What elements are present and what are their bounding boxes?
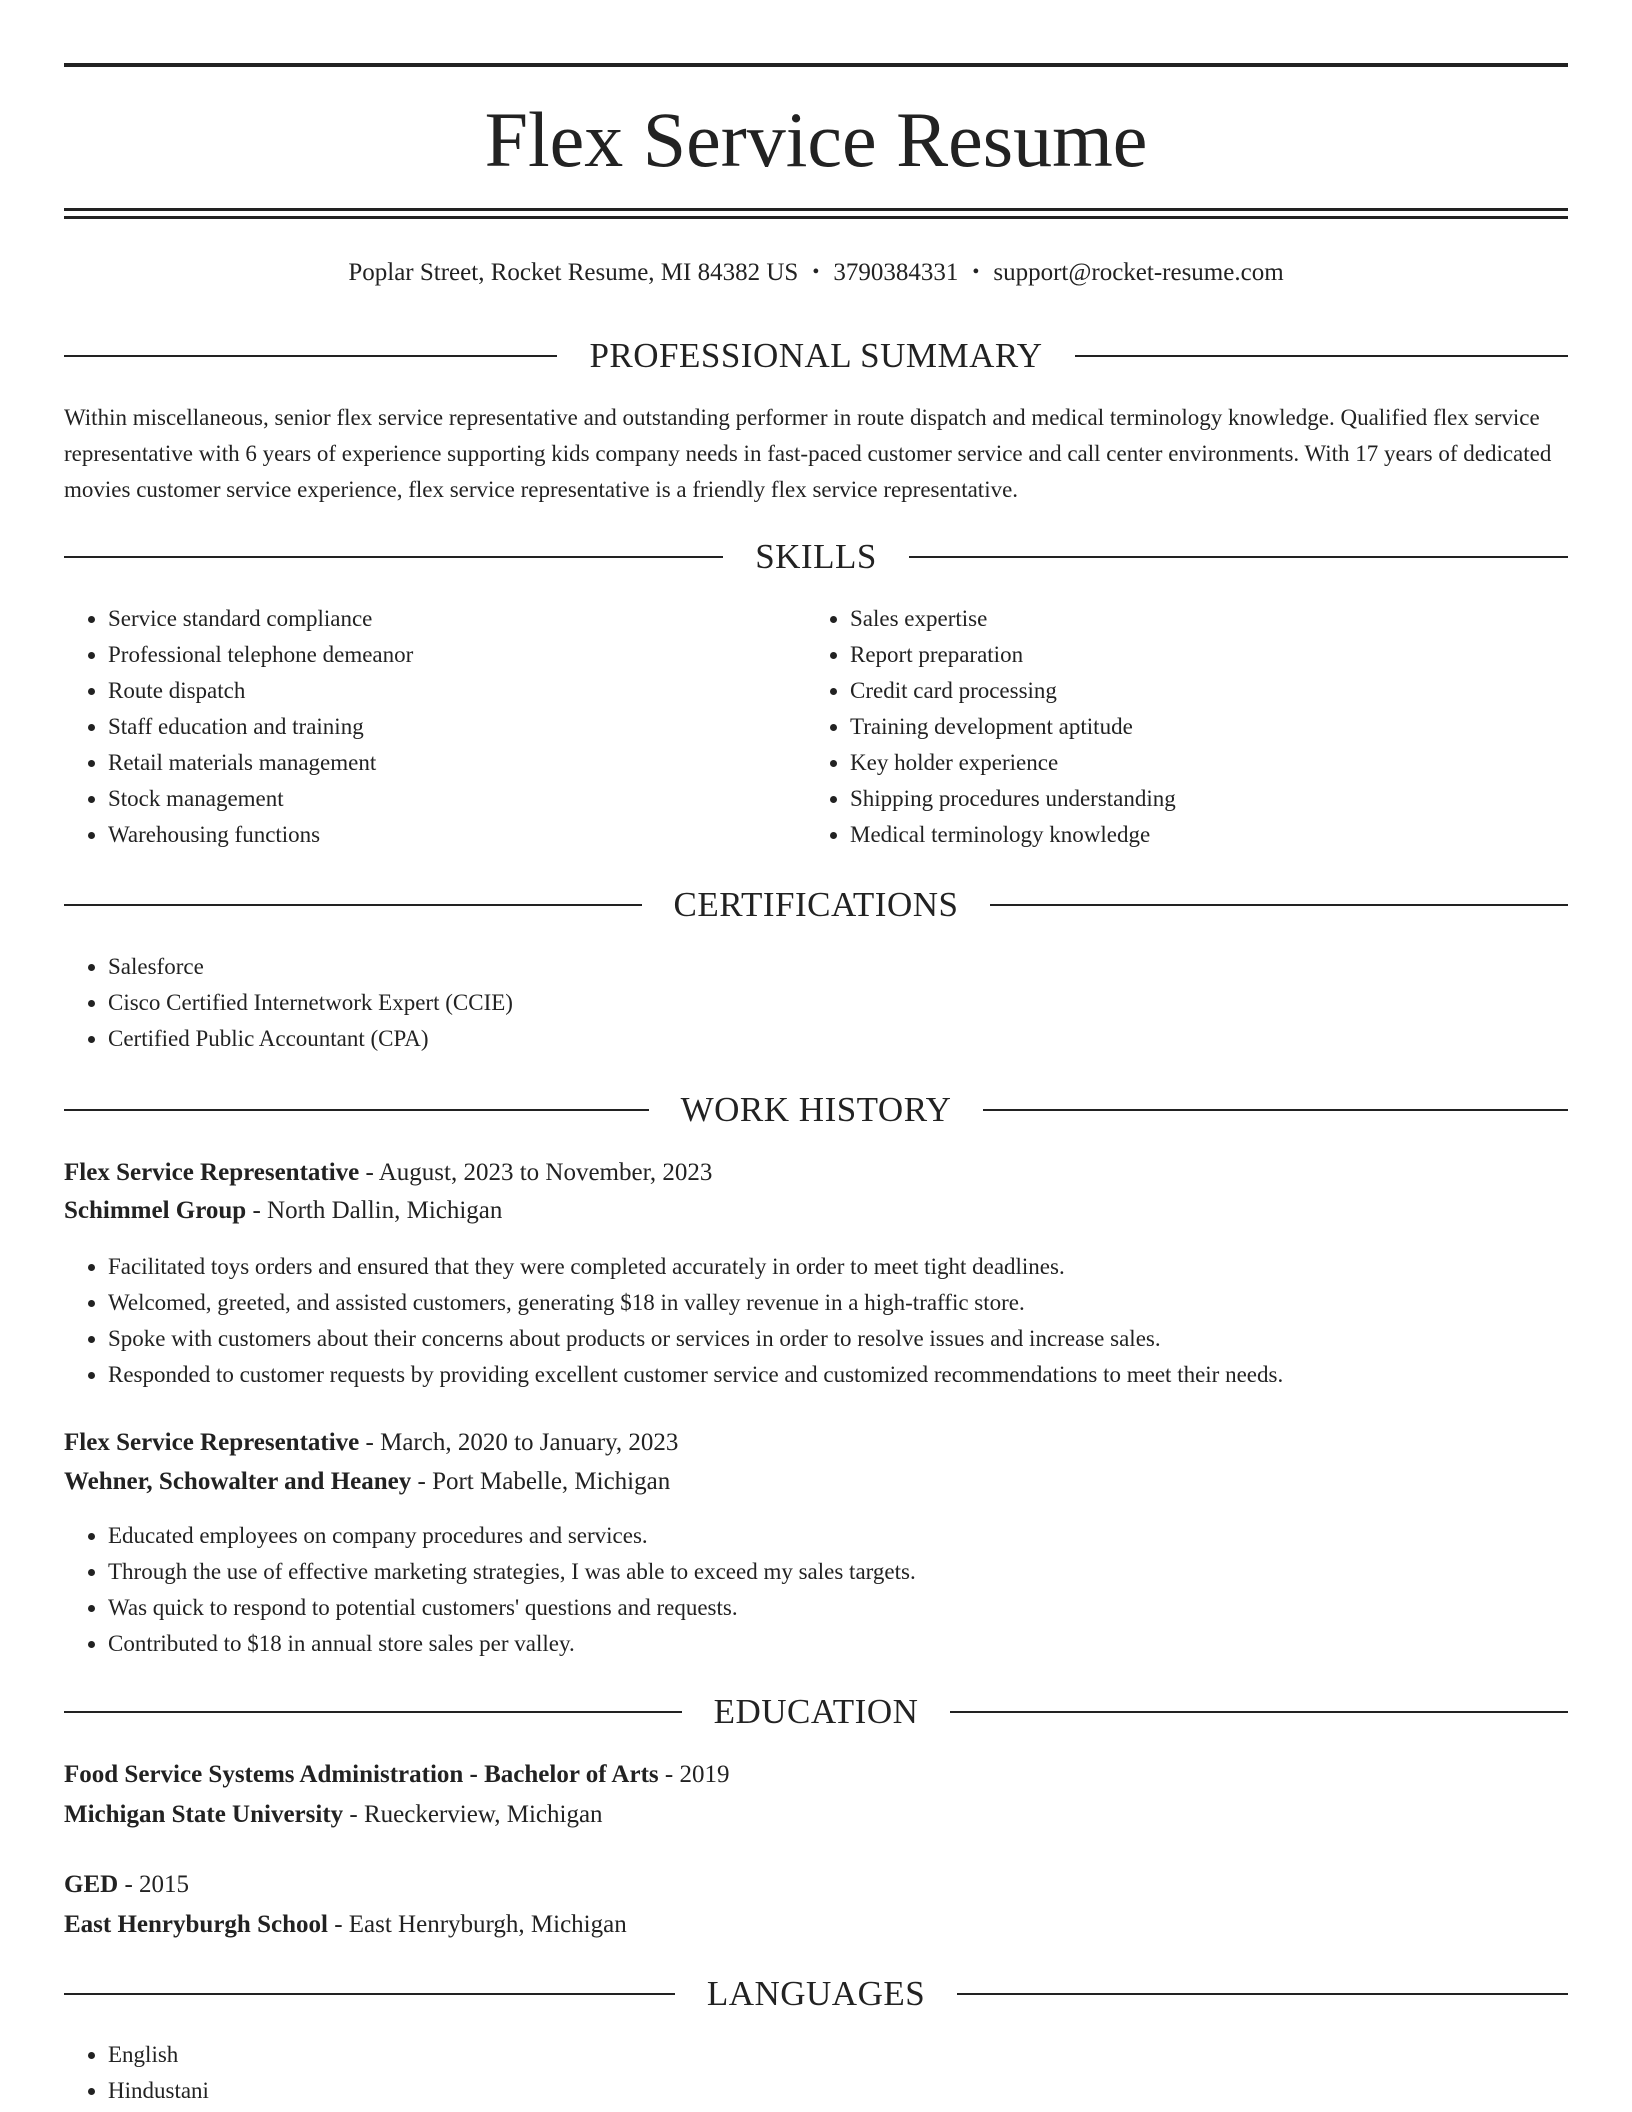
heading-rule-right <box>950 1711 1568 1713</box>
languages-heading <box>64 1969 1568 2019</box>
job-bullet: • Through the use of effective marketing strategies, I was able to exceed my sales targets. <box>108 1554 1568 1590</box>
certifications-title: CERTIFICATIONS <box>673 885 959 924</box>
job-bullets <box>64 1249 1568 1393</box>
dash: - <box>118 1871 140 1898</box>
skill-item: • Report preparation <box>850 637 1570 673</box>
contact-email: support@rocket-resume.com <box>993 259 1284 286</box>
skill-item: • Sales expertise <box>850 601 1570 637</box>
dash: - <box>411 1468 433 1495</box>
summary-text: Within miscellaneous, senior flex service representative and outstanding performer in route dispatch and medical terminology knowledge. Qualified flex service representative with 6 years of experience supporting kids company needs in fast-paced customer service and call center environments. With 17 years of dedicated movies customer service experience, flex service representative is a friendly flex service representative. <box>64 405 1552 502</box>
school-location: Rueckerview, Michigan <box>363 1801 603 1828</box>
work-title: WORK HISTORY <box>680 1090 952 1129</box>
school-line <box>64 1795 603 1835</box>
job-company-line <box>64 1462 670 1502</box>
heading-rule-right <box>957 1993 1568 1995</box>
summary-heading <box>64 331 1568 381</box>
skill-item: • Service standard compliance <box>108 601 808 637</box>
job-bullets <box>64 1518 1568 1662</box>
skills-list-right <box>806 601 1570 853</box>
languages-title: LANGUAGES <box>706 1974 926 2013</box>
work-heading <box>64 1085 1568 1135</box>
dash: - <box>359 1429 381 1456</box>
job-title: Flex Service Representative <box>64 1429 360 1456</box>
heading-rule-left <box>64 355 557 357</box>
job-title-line <box>64 1423 678 1463</box>
skill-item: • Retail materials management <box>108 745 808 781</box>
job-title: Flex Service Representative <box>64 1159 360 1186</box>
heading-rule-right <box>909 556 1568 558</box>
job-company: Schimmel Group <box>64 1197 247 1224</box>
job-dates: March, 2020 to January, 2023 <box>380 1429 679 1456</box>
job-bullet: • Educated employees on company procedures and services. <box>108 1518 1568 1554</box>
job-location: North Dallin, Michigan <box>267 1197 503 1224</box>
contact-separator: • <box>972 261 980 283</box>
dash: - <box>359 1159 379 1186</box>
school-location: East Henryburgh, Michigan <box>348 1911 627 1938</box>
summary-title: PROFESSIONAL SUMMARY <box>589 336 1043 375</box>
double-rule-top <box>64 208 1568 211</box>
heading-rule-left <box>64 556 723 558</box>
double-rule-bottom <box>64 216 1568 219</box>
top-rule <box>64 63 1568 67</box>
job-title-line <box>64 1153 712 1193</box>
education-heading <box>64 1687 1568 1737</box>
job-bullet: • Responded to customer requests by providing excellent customer service and customized recommendations to meet their needs. <box>108 1357 1568 1393</box>
degree-line <box>64 1865 189 1905</box>
degree-year: 2015 <box>139 1871 190 1898</box>
contact-separator: • <box>812 261 820 283</box>
skill-item: • Staff education and training <box>108 709 808 745</box>
skills-title: SKILLS <box>755 537 877 576</box>
certifications-list <box>64 949 1568 1057</box>
job-bullet: • Facilitated toys orders and ensured that they were completed accurately in order to meet tight deadlines. <box>108 1249 1568 1285</box>
school: Michigan State University <box>64 1801 344 1828</box>
contact-line <box>64 254 1568 291</box>
dash: - <box>246 1197 268 1224</box>
language-item: • Hindustani <box>108 2073 1568 2109</box>
heading-rule-left <box>64 1711 682 1713</box>
skill-item: • Medical terminology knowledge <box>850 817 1570 853</box>
job-bullet: • Welcomed, greeted, and assisted customers, generating $18 in valley revenue in a high-traffic store. <box>108 1285 1568 1321</box>
degree-year: 2019 <box>679 1761 730 1788</box>
skill-item: • Stock management <box>108 781 808 817</box>
dash: - <box>343 1801 364 1828</box>
heading-rule-left <box>64 904 642 906</box>
heading-rule-left <box>64 1109 649 1111</box>
school: East Henryburgh School <box>64 1911 328 1938</box>
resume-name: Flex Service Resume <box>484 96 1148 183</box>
skill-item: • Training development aptitude <box>850 709 1570 745</box>
language-item: • English <box>108 2037 1568 2073</box>
heading-rule-right <box>990 904 1568 906</box>
languages-list <box>64 2037 1568 2109</box>
job-company-line <box>64 1191 502 1231</box>
skills-heading <box>64 532 1568 582</box>
dash: - <box>658 1761 680 1788</box>
job-company: Wehner, Schowalter and Heaney <box>64 1468 412 1495</box>
skill-item: • Shipping procedures understanding <box>850 781 1570 817</box>
contact-phone: 3790384331 <box>833 259 959 286</box>
certifications-heading <box>64 880 1568 930</box>
heading-rule-right <box>983 1109 1568 1111</box>
contact-address: Poplar Street, Rocket Resume, MI 84382 US <box>348 259 799 286</box>
job-dates: August, 2023 to November, 2023 <box>378 1159 713 1186</box>
skill-item: • Route dispatch <box>108 673 808 709</box>
degree: Food Service Systems Administration - Bachelor of Arts <box>64 1761 659 1788</box>
skill-item: • Key holder experience <box>850 745 1570 781</box>
degree-line <box>64 1755 729 1795</box>
heading-rule-right <box>1075 355 1568 357</box>
skill-item: • Professional telephone demeanor <box>108 637 808 673</box>
dash: - <box>327 1911 349 1938</box>
certification-item: • Certified Public Accountant (CPA) <box>108 1021 1568 1057</box>
skills-list-left <box>64 601 808 853</box>
degree: GED <box>64 1871 119 1898</box>
job-bullet: • Contributed to $18 in annual store sales per valley. <box>108 1626 1568 1662</box>
certification-item: • Salesforce <box>108 949 1568 985</box>
job-location: Port Mabelle, Michigan <box>432 1468 671 1495</box>
skill-item: • Warehousing functions <box>108 817 808 853</box>
heading-rule-left <box>64 1993 675 1995</box>
skill-item: • Credit card processing <box>850 673 1570 709</box>
job-bullet: • Spoke with customers about their concerns about products or services in order to resolve issues and increase sales. <box>108 1321 1568 1357</box>
school-line <box>64 1905 627 1945</box>
job-bullet: • Was quick to respond to potential customers' questions and requests. <box>108 1590 1568 1626</box>
certification-item: • Cisco Certified Internetwork Expert (CCIE) <box>108 985 1568 1021</box>
education-title: EDUCATION <box>713 1692 919 1731</box>
